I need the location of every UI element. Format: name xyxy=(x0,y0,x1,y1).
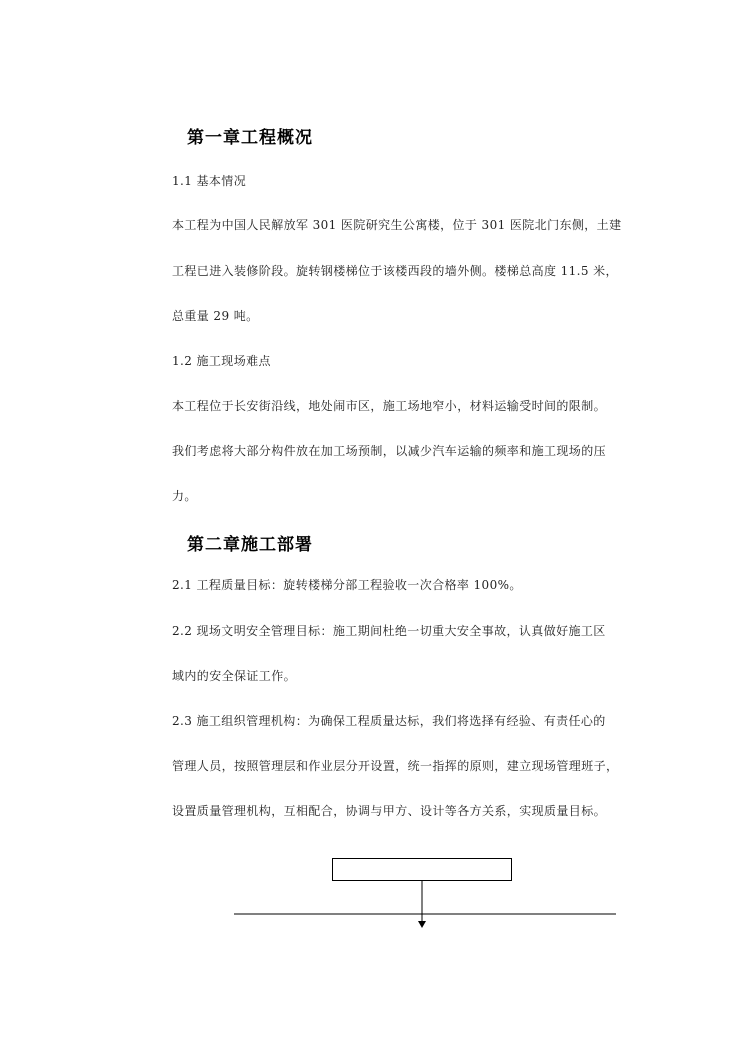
paragraph-line: 设置质量管理机构，互相配合，协调与甲方、设计等各方关系，实现质量目标。 xyxy=(172,804,607,818)
section-2-3-line: 2.3 施工组织管理机构：为确保工程质量达标，我们将选择有经验、有责任心的 xyxy=(172,714,606,728)
org-chart-top-box xyxy=(332,858,512,881)
section-2-2-line: 2.2 现场文明安全管理目标：施工期间杜绝一切重大安全事故，认真做好施工区 xyxy=(172,624,606,638)
paragraph-line: 我们考虑将大部分构件放在加工场预制，以减少汽车运输的频率和施工现场的压 xyxy=(172,444,607,458)
section-1-1-heading: 1.1 基本情况 xyxy=(172,174,247,188)
paragraph-line: 本工程位于长安街沿线，地处闹市区，施工场地窄小，材料运输受时间的限制。 xyxy=(172,399,607,413)
paragraph-line: 工程已进入装修阶段。旋转钢楼梯位于该楼西段的墙外侧。楼梯总高度 11.5 米， xyxy=(172,264,618,278)
section-2-1-line: 2.1 工程质量目标：旋转楼梯分部工程验收一次合格率 100%。 xyxy=(172,578,522,592)
paragraph-line: 总重量 29 吨。 xyxy=(172,309,259,323)
chapter-2-title: 第二章施工部署 xyxy=(187,535,313,555)
section-1-2-heading: 1.2 施工现场难点 xyxy=(172,354,271,368)
paragraph-line: 管理人员，按照管理层和作业层分开设置，统一指挥的原则，建立现场管理班子， xyxy=(172,759,619,773)
paragraph-line: 本工程为中国人民解放军 301 医院研究生公寓楼，位于 301 医院北门东侧，土建 xyxy=(172,218,622,232)
down-arrow-icon xyxy=(418,921,426,928)
paragraph-line: 力。 xyxy=(172,489,197,503)
chapter-1-title: 第一章工程概况 xyxy=(187,128,313,148)
paragraph-line: 域内的安全保证工作。 xyxy=(172,669,297,683)
